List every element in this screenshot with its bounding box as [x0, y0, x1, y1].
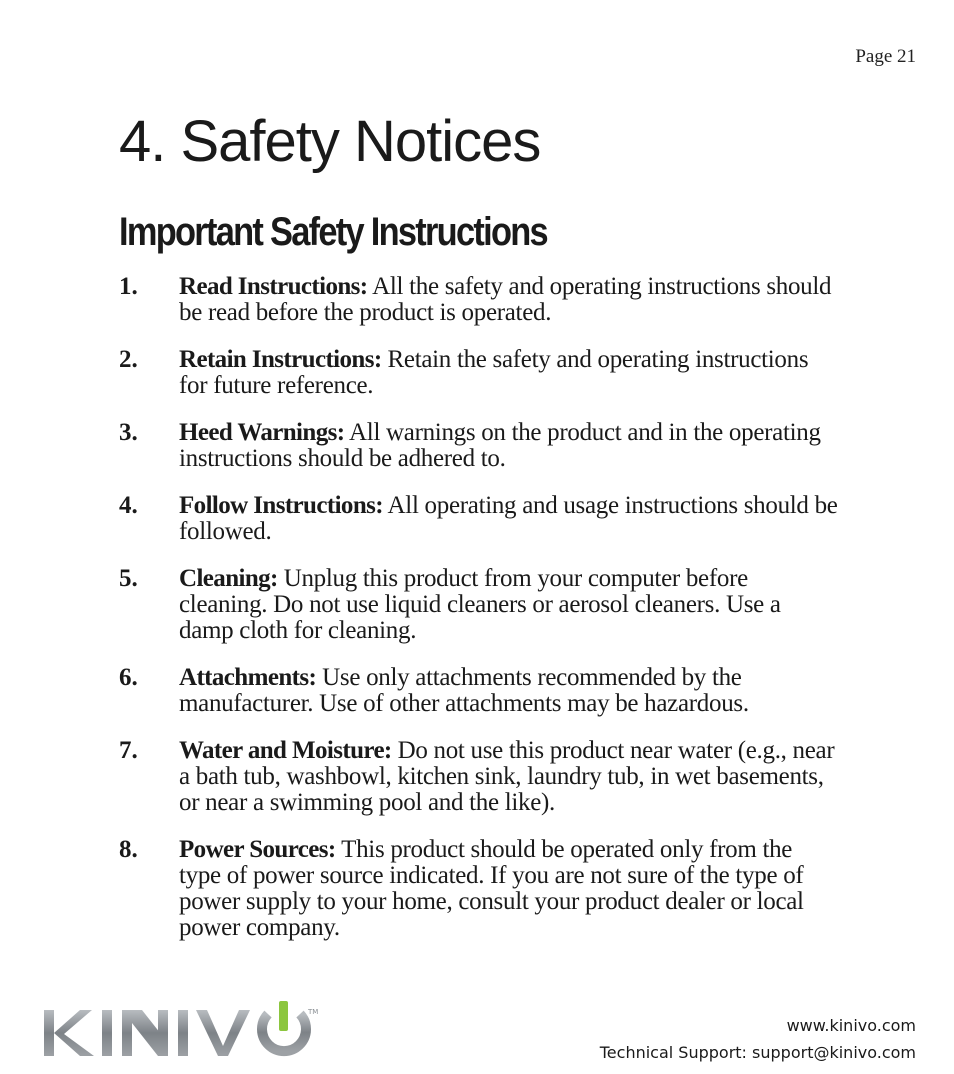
list-item	[119, 274, 839, 326]
section-title: Important Safety Instructions	[119, 210, 547, 254]
item-body	[179, 347, 839, 399]
item-body	[179, 665, 839, 717]
item-text: All the safety and operating instructions should be read before the product is operated.	[179, 273, 832, 326]
item-term: Retain Instructions:	[179, 346, 382, 373]
item-number: 5.	[119, 565, 138, 592]
list-item	[119, 420, 839, 472]
item-body	[179, 420, 839, 472]
item-text: All warnings on the product and in the operating instructions should be adhered to.	[179, 419, 821, 472]
item-text: Retain the safety and operating instructions for future reference.	[179, 346, 809, 399]
trademark-mark: TM	[308, 1008, 319, 1016]
safety-instructions-list	[119, 274, 839, 962]
item-number: 7.	[119, 737, 138, 764]
list-item	[119, 837, 839, 941]
item-term: Cleaning:	[179, 565, 278, 592]
item-number: 2.	[119, 346, 138, 373]
item-text: Do not use this product near water (e.g., near a bath tub, washbowl, kitchen sink, laundry tub, in wet basements, or near a swimming pool and the like).	[179, 737, 835, 816]
page-number: Page 21	[855, 46, 916, 67]
list-item	[119, 566, 839, 644]
item-body	[179, 837, 839, 941]
item-text: This product should be operated only from the type of power source indicated. If you are not sure of the type of power supply to your home, consult your product dealer or local power company.	[179, 836, 804, 941]
website-link[interactable]: www.kinivo.com	[786, 1016, 916, 1035]
item-term: Follow Instructions:	[179, 492, 383, 519]
item-number: 3.	[119, 419, 138, 446]
item-number: 1.	[119, 273, 138, 300]
item-term: Attachments:	[179, 664, 317, 691]
list-item	[119, 347, 839, 399]
chapter-title: 4. Safety Notices	[119, 109, 541, 174]
item-number: 8.	[119, 836, 138, 863]
list-item	[119, 493, 839, 545]
support-contact[interactable]: Technical Support: support@kinivo.com	[599, 1043, 916, 1062]
item-body	[179, 566, 839, 644]
footer	[600, 1012, 916, 1066]
item-term: Heed Warnings:	[179, 419, 345, 446]
item-term: Read Instructions:	[179, 273, 368, 300]
item-text: All operating and usage instructions should be followed.	[179, 492, 838, 545]
item-number: 6.	[119, 664, 138, 691]
item-body	[179, 738, 839, 816]
kinivo-logo	[42, 998, 332, 1062]
item-body	[179, 274, 839, 326]
item-term: Power Sources:	[179, 836, 336, 863]
item-body	[179, 493, 839, 545]
list-item	[119, 738, 839, 816]
item-number: 4.	[119, 492, 138, 519]
item-term: Water and Moisture:	[179, 737, 392, 764]
item-text: Use only attachments recommended by the manufacturer. Use of other attachments may be hazardous.	[179, 664, 749, 717]
list-item	[119, 665, 839, 717]
item-text: Unplug this product from your computer before cleaning. Do not use liquid cleaners or aerosol cleaners. Use a damp cloth for cleaning.	[179, 565, 781, 644]
